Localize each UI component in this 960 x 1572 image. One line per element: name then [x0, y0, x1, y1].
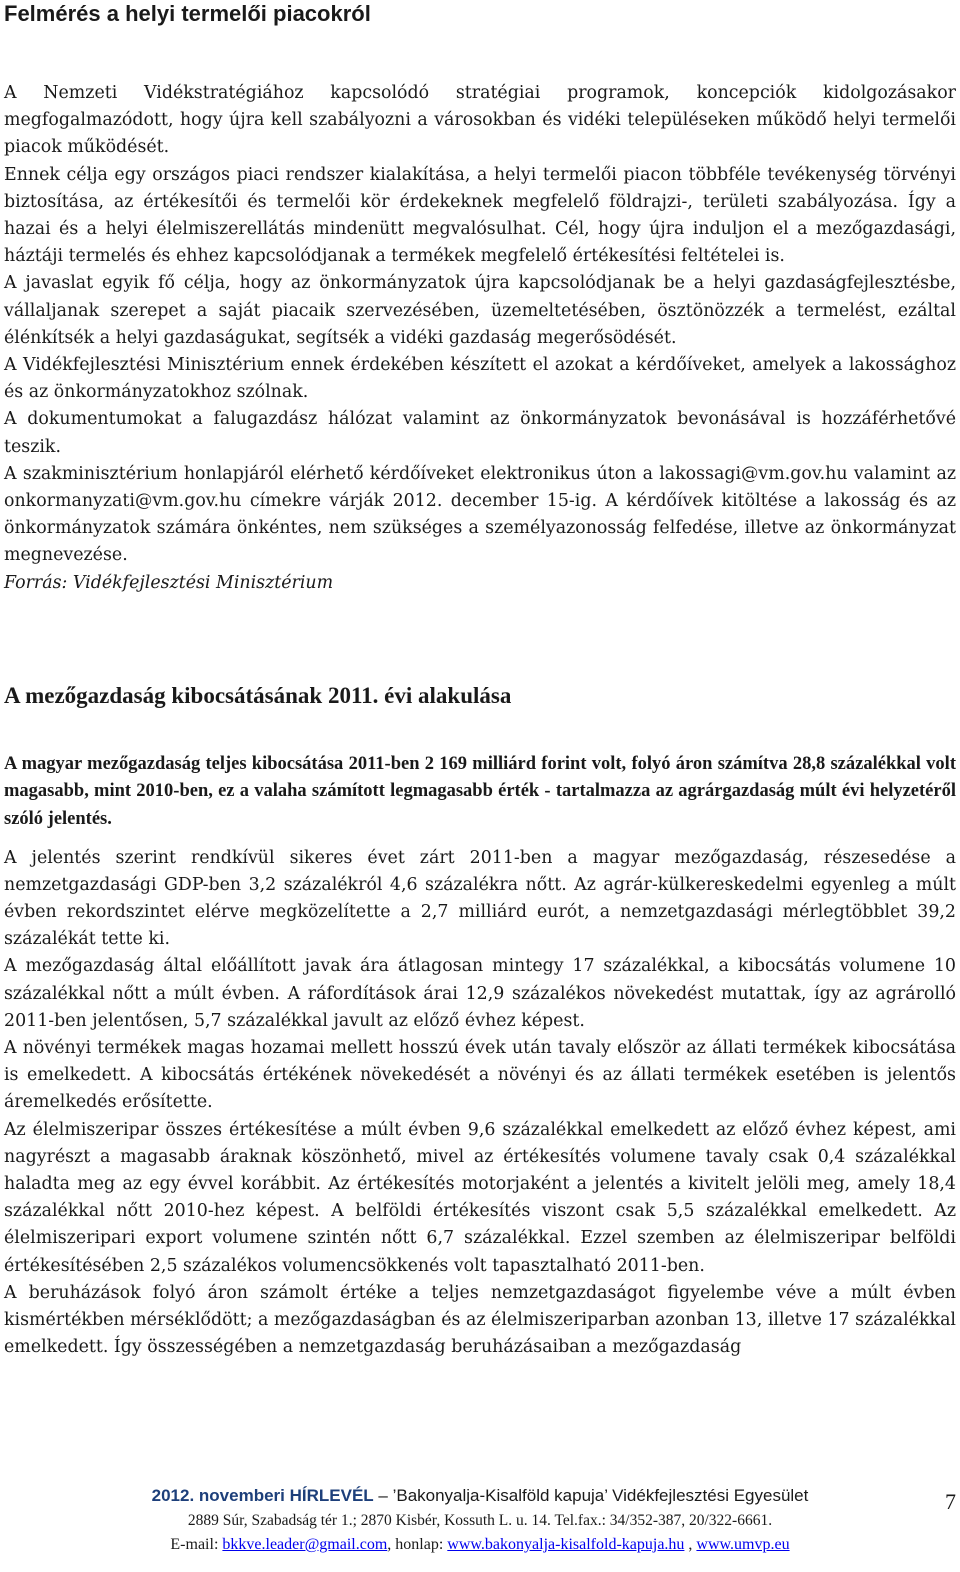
paragraph: Az élelmiszeripar összes értékesítése a múlt évben 9,6 százalékkal emelkedett az előző évhez képest, ami nagyrészt a magasabb áraknak köszönhető, mivel az értékesítés volumene tavaly csak 0,4 százalékkal haladta meg az egy évvel korábbit. Az értékesítés motorjaként a jelentés a kivitelt jelöli meg, amely 18,4 százalékkal nőtt 2010-hez képest. A belföldi értékesítés viszont csak 5,5 százalékkal emelkedett. Az élelmiszeripari export volumene szintén nőtt 6,7 százalékkal. Ezzel szemben az élelmiszeripar belföldi értékesítésében 2,5 százalékos volumencsökkenés volt tapasztalható 2011-ben.: [4, 1119, 956, 1276]
email-link[interactable]: bkkve.leader@gmail.com: [222, 1536, 388, 1553]
organization-name: – ’Bakonyalja-Kisalföld kapuja’ Vidékfejlesztési Egyesület: [373, 1486, 809, 1505]
paragraph: A Vidékfejlesztési Minisztérium ennek érdekében készített el azokat a kérdőíveket, amelyek a lakossághoz és az önkormányzatokhoz szólnak.: [4, 355, 956, 403]
paragraph: A dokumentumokat a falugazdász hálózat valamint az önkormányzatok bevonásával is hozzáférhetővé teszik.: [4, 409, 956, 457]
section-markets: [4, 80, 956, 597]
page-number: 7: [945, 1489, 956, 1514]
lead-paragraph: A magyar mezőgazdaság teljes kibocsátása 2011-ben 2 169 milliárd forint volt, folyó áron számítva 28,8 százalékkal volt magasabb, mint 2010-ben, ez a valaha számított legmagasabb érték - tartalmazza az agrárgazdaság múlt évi helyzetéről szóló jelentés.: [4, 753, 956, 830]
paragraph: A beruházások folyó áron számolt értéke a teljes nemzetgazdaságot figyelembe véve a múlt évben kismértékben mérséklődött; a mezőgazdaságban és az élelmiszeriparban azonban 13, illetve 17 százalékkal emelkedett. Így összességében a nemzetgazdaság beruházásaiban a mezőgazdaság: [4, 1282, 956, 1358]
paragraph: Ennek célja egy országos piaci rendszer kialakítása, a helyi termelői piacon többféle tevékenység törvényi biztosítása, az értékesítői és termelői kör érdekeknek megfelelő földrajzi-, területi szabályozása. Így a hazai és a helyi élelmiszerellátás mindenütt megvalósulhat. Cél, hogy újra induljon el a mezőgazdasági, háztáji termelés és ehhez kapcsolódjanak a termékek megfelelő értékesítési feltételei is.: [4, 164, 956, 267]
email-label: E-mail:: [170, 1536, 223, 1553]
footer-contact-line: [0, 1533, 960, 1557]
paragraph: A szakminisztérium honlapjáról elérhető kérdőíveket elektronikus úton a lakossagi@vm.gov.hu valamint az onkormanyzati@vm.gov.hu címekre várják 2012. december 15-ig. A kérdőívek kitöltése a lakosság és az önkormányzatok számára önkéntes, nem szükséges a személyazonosság felfedése, illetve az önkormányzat megnevezése.: [4, 463, 956, 566]
footer-newsletter-line: [0, 1483, 960, 1509]
source-note: Forrás: Vidékfejlesztési Minisztérium: [4, 572, 334, 593]
paragraph: A jelentés szerint rendkívül sikeres évet zárt 2011-ben a magyar mezőgazdaság, részesedése a nemzetgazdasági GDP-ben 3,2 százalékról 4,6 százalékra nőtt. Az agrár-külkereskedelmi egyenleg a múlt évben rekordszintet elérve megközelítette a 2,7 milliárd eurót, a nemzetgazdasági mérlegtöbblet 39,2 százalékát tette ki.: [4, 847, 956, 950]
paragraph: A növényi termékek magas hozamai mellett hosszú évek után tavaly először az állati termékek kibocsátása is emelkedett. A kibocsátás értékének növekedését a növényi és az állati termékek esetében is jelentős áremelkedés erősítette.: [4, 1038, 956, 1113]
separator: ,: [684, 1536, 697, 1553]
paragraph: A Nemzeti Vidékstratégiához kapcsolódó stratégiai programok, koncepciók kidolgozásakor megfogalmazódott, hogy újra kell szabályozni a városokban és vidéki településeken működő helyi termelői piacok működését.: [4, 83, 956, 158]
paragraph: A mezőgazdaság által előállított javak ára átlagosan mintegy 17 százalékkal, a kibocsátás volumene 10 százalékkal nőtt a múlt évben. A ráfordítások árai 12,9 százalékos növekedést mutattak, így az agrárolló 2011-ben jelentősen, 5,7 százalékkal javult az előző évhez képest.: [4, 956, 956, 1031]
section-heading: A mezőgazdaság kibocsátásának 2011. évi alakulása: [4, 682, 512, 708]
website-link[interactable]: www.bakonyalja-kisalfold-kapuja.hu: [447, 1536, 685, 1553]
footer-address: 2889 Súr, Szabadság tér 1.; 2870 Kisbér, Kossuth L. u. 14. Tel.fax.: 34/352-387, 20/322-6661.: [187, 1512, 773, 1529]
article-title: Felmérés a helyi termelői piacokról: [4, 1, 371, 26]
section-agriculture: [4, 681, 956, 1362]
page-footer: [0, 1483, 960, 1557]
paragraph: A javaslat egyik fő célja, hogy az önkormányzatok újra kapcsolódjanak be a helyi gazdaságfejlesztésbe, vállaljanak szerepet a saját piacaik szervezésében, üzemeltetésében, ösztönözzék a termelést, ezáltal élénkítsék a helyi gazdaságukat, segítsék a vidéki gazdaság megerősödését.: [4, 273, 956, 348]
web-label: , honlap:: [387, 1536, 448, 1553]
website-link-umvp[interactable]: www.umvp.eu: [696, 1536, 790, 1553]
newsletter-label: 2012. novemberi HÍRLEVÉL: [151, 1486, 374, 1505]
